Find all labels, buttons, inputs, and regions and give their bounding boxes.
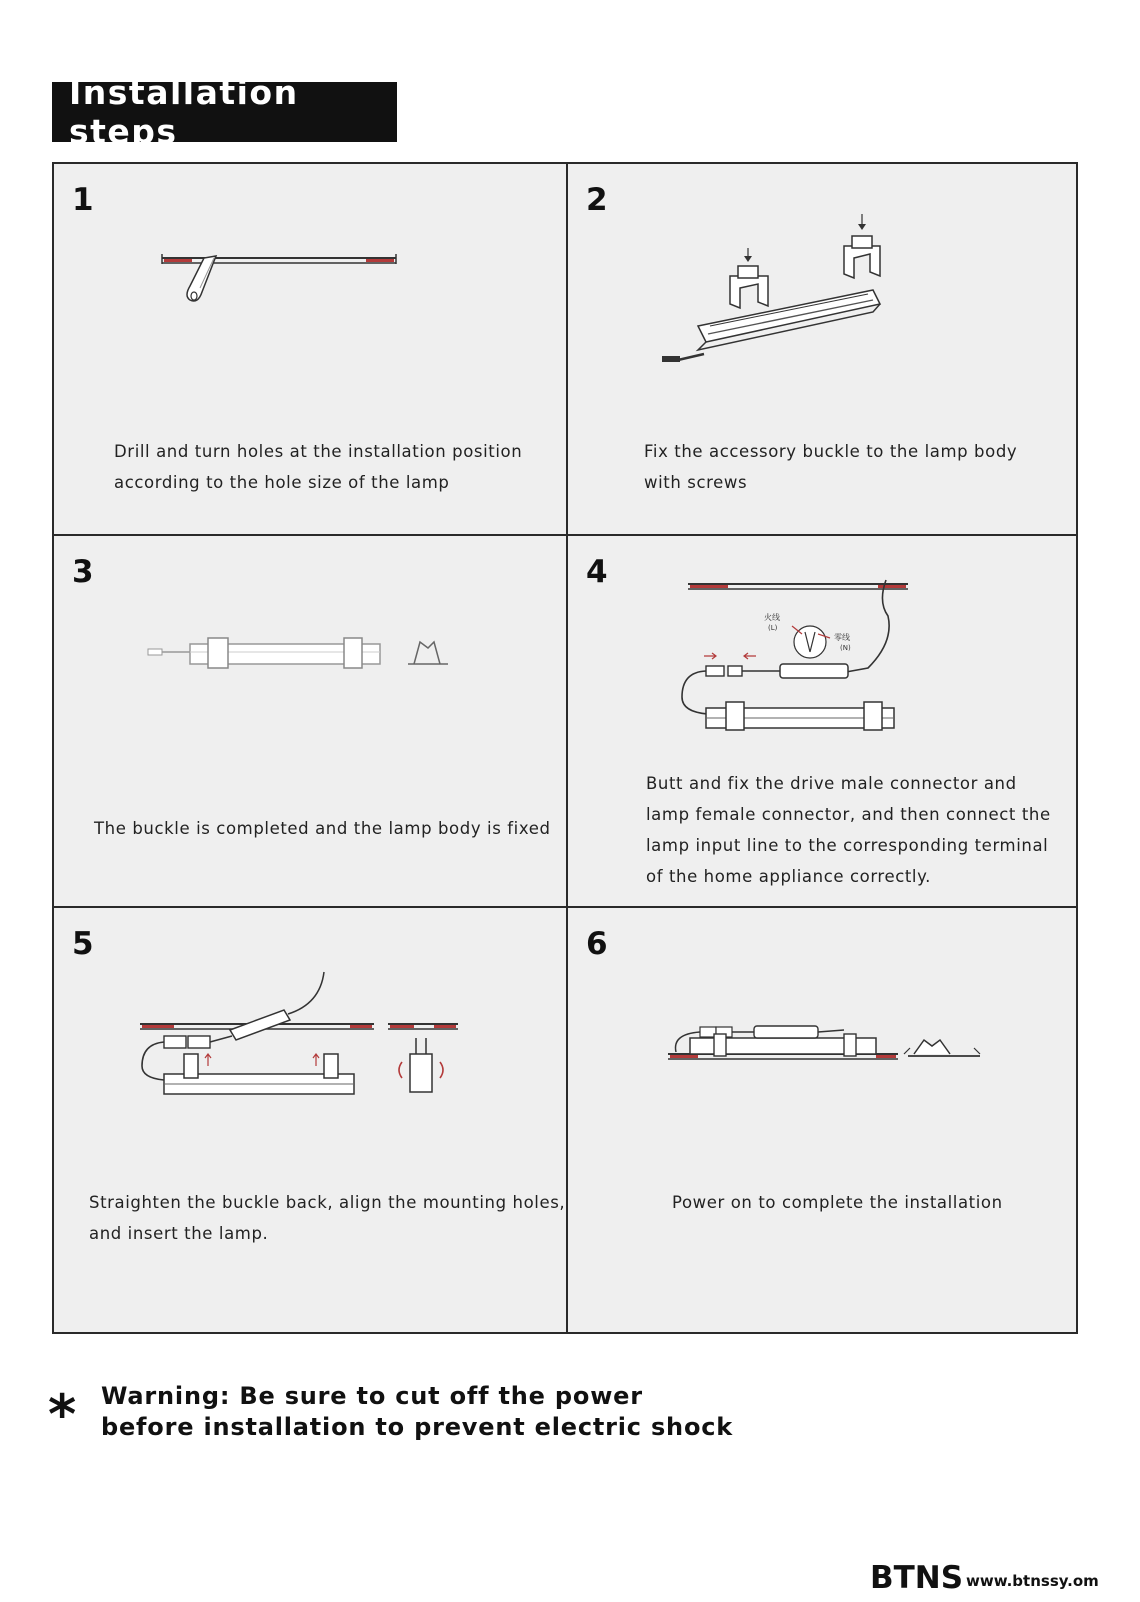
warning-text: Warning: Be sure to cut off the power before installation to prevent electric shock bbox=[101, 1382, 734, 1441]
warning-asterisk: * bbox=[48, 1383, 77, 1446]
step-caption: Straighten the buckle back, align the mounting holes, and insert the lamp. bbox=[89, 1193, 566, 1243]
steps-grid bbox=[52, 162, 1078, 1334]
step-caption: Drill and turn holes at the installation position according to the hole size of the lamp bbox=[114, 442, 523, 492]
step-3 bbox=[54, 536, 566, 906]
ceiling-drill-illustration bbox=[154, 244, 404, 324]
step-number: 5 bbox=[72, 926, 94, 962]
website-url: www.btnssy.om bbox=[966, 1572, 1099, 1590]
lamp-buckle-illustration bbox=[648, 204, 908, 374]
neutral-wire-label: 零线 bbox=[834, 633, 850, 642]
neutral-wire-code: (N) bbox=[840, 644, 851, 652]
insert-lamp-illustration bbox=[134, 958, 474, 1098]
live-wire-label: 火线 bbox=[764, 613, 780, 622]
step-number: 2 bbox=[586, 182, 608, 218]
lamp-fixed-illustration bbox=[144, 626, 464, 686]
wiring-connection-illustration bbox=[668, 572, 928, 742]
power-on-illustration bbox=[658, 1008, 988, 1068]
step-number: 4 bbox=[586, 554, 608, 590]
step-caption: Fix the accessory buckle to the lamp body with screws bbox=[644, 442, 1018, 492]
step-5 bbox=[54, 908, 566, 1336]
step-caption: Power on to complete the installation bbox=[672, 1193, 1003, 1212]
step-number: 1 bbox=[72, 182, 94, 218]
section-title: Installation steps bbox=[52, 82, 397, 142]
step-number: 6 bbox=[586, 926, 608, 962]
step-6 bbox=[568, 908, 1080, 1336]
live-wire-code: (L) bbox=[768, 624, 778, 632]
step-1 bbox=[54, 164, 566, 534]
step-2 bbox=[568, 164, 1080, 534]
step-caption: Butt and fix the drive male connector and lamp female connector, and then connect the lamp input line to the corresponding terminal of the home appliance correctly. bbox=[646, 774, 1051, 886]
step-number: 3 bbox=[72, 554, 94, 590]
step-4 bbox=[568, 536, 1080, 906]
step-caption: The buckle is completed and the lamp body is fixed bbox=[94, 819, 551, 838]
brand-logo: BTNS bbox=[870, 1560, 964, 1596]
